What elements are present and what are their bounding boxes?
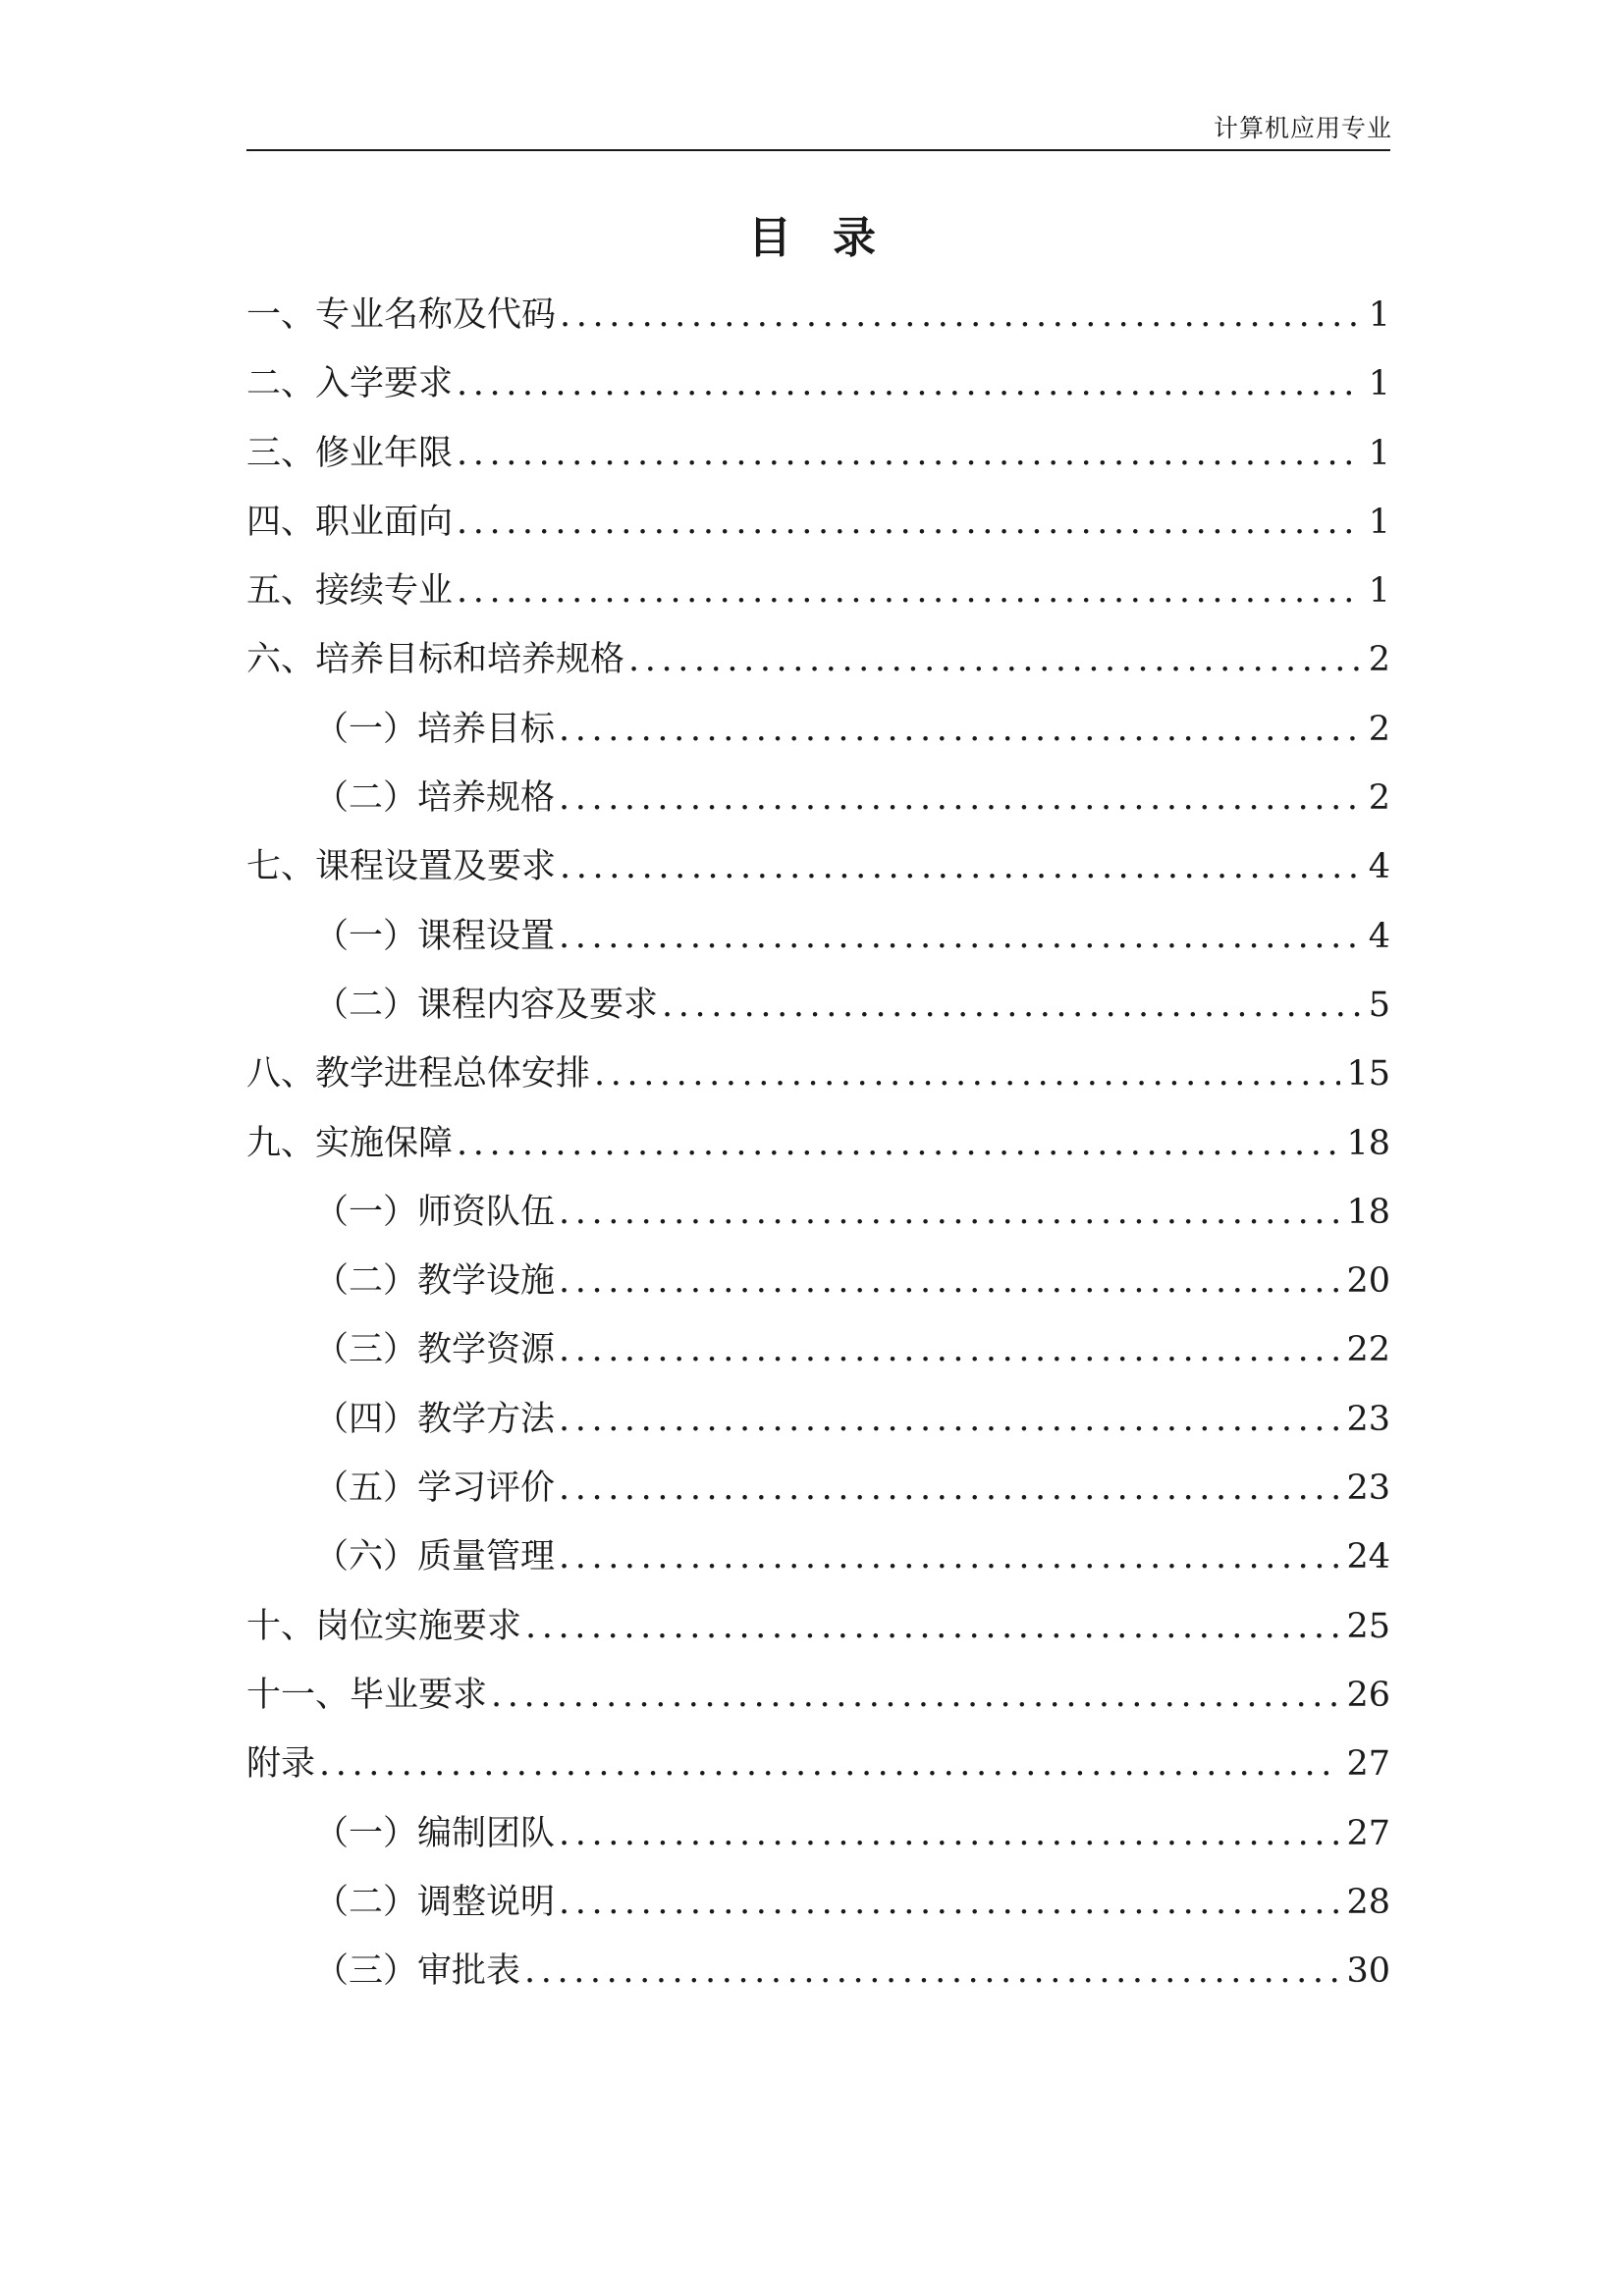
toc-entry-label: （四）教学方法 — [314, 1399, 556, 1439]
toc-entry-label: （三）审批表 — [314, 1951, 521, 1992]
header-divider — [246, 149, 1390, 151]
toc-entry-page-number: 28 — [1346, 1882, 1390, 1922]
toc-entry-page-number: 2 — [1368, 709, 1390, 749]
toc-dot-leader — [594, 1043, 1340, 1104]
toc-dot-leader — [559, 1389, 1340, 1450]
toc-dot-leader — [559, 1458, 1340, 1519]
toc-entry-page-number: 27 — [1346, 1813, 1390, 1853]
toc-entry-label: （二）培养规格 — [314, 778, 556, 819]
toc-entry-label: 六、培养目标和培养规格 — [246, 640, 625, 680]
toc-entry[interactable] — [246, 353, 1390, 422]
toc-entry[interactable] — [246, 699, 1390, 768]
toc-entry[interactable] — [246, 1458, 1390, 1526]
toc-entry-label: （二）课程内容及要求 — [314, 985, 659, 1025]
toc-entry-page-number: 1 — [1368, 502, 1390, 542]
toc-entry[interactable] — [246, 1389, 1390, 1458]
toc-entry[interactable] — [246, 1251, 1390, 1319]
toc-entry[interactable] — [246, 1526, 1390, 1595]
toc-entry-label: （二）调整说明 — [314, 1882, 556, 1922]
toc-entry-page-number: 22 — [1346, 1330, 1390, 1370]
toc-dot-leader — [457, 492, 1363, 553]
toc-dot-leader — [319, 1734, 1340, 1794]
toc-entry-page-number: 23 — [1346, 1468, 1390, 1509]
toc-entry[interactable] — [246, 1941, 1390, 2009]
toc-entry-page-number: 26 — [1346, 1675, 1390, 1715]
toc-entry-label: 四、职业面向 — [246, 502, 454, 542]
toc-entry-page-number: 1 — [1368, 433, 1390, 473]
toc-entry[interactable] — [246, 1113, 1390, 1182]
toc-entry-page-number: 18 — [1346, 1192, 1390, 1232]
toc-entry-label: 七、课程设置及要求 — [246, 847, 557, 887]
toc-dot-leader — [457, 423, 1363, 484]
toc-dot-leader — [457, 1113, 1340, 1174]
toc-dot-leader — [559, 1251, 1340, 1311]
toc-entry-page-number: 20 — [1346, 1261, 1390, 1302]
toc-entry-label: （六）质量管理 — [314, 1537, 556, 1577]
toc-entry[interactable] — [246, 1665, 1390, 1734]
toc-dot-leader — [559, 768, 1363, 828]
toc-dot-leader — [525, 1596, 1340, 1657]
toc-entry[interactable] — [246, 1319, 1390, 1388]
toc-entry-label: （二）教学设施 — [314, 1261, 556, 1302]
toc-dot-leader — [628, 629, 1363, 690]
toc-entry-label: （一）师资队伍 — [314, 1192, 556, 1232]
page-title: 目录 — [748, 213, 917, 263]
table-of-contents — [246, 285, 1390, 2009]
toc-entry[interactable] — [246, 1182, 1390, 1251]
toc-entry[interactable] — [246, 561, 1390, 629]
toc-entry-page-number: 4 — [1368, 847, 1390, 887]
toc-entry[interactable] — [246, 1596, 1390, 1665]
toc-entry-page-number: 2 — [1368, 640, 1390, 680]
toc-entry-page-number: 30 — [1346, 1951, 1390, 1992]
toc-entry[interactable] — [246, 285, 1390, 353]
toc-entry[interactable] — [246, 423, 1390, 492]
toc-entry[interactable] — [246, 1872, 1390, 1941]
toc-entry-label: 附录 — [246, 1744, 316, 1785]
toc-dot-leader — [559, 1803, 1340, 1864]
toc-entry-page-number: 5 — [1368, 985, 1390, 1025]
toc-entry-label: （五）学习评价 — [314, 1468, 556, 1509]
toc-dot-leader — [559, 1872, 1340, 1933]
toc-dot-leader — [491, 1665, 1340, 1726]
toc-entry-page-number: 1 — [1368, 295, 1390, 335]
toc-dot-leader — [524, 1941, 1340, 2002]
running-header: 计算机应用专业 — [1213, 114, 1392, 142]
toc-entry-page-number: 1 — [1368, 364, 1390, 404]
toc-entry-page-number: 18 — [1346, 1123, 1390, 1163]
toc-dot-leader — [559, 906, 1363, 967]
toc-dot-leader — [559, 1319, 1340, 1380]
toc-dot-leader — [560, 285, 1363, 346]
toc-entry[interactable] — [246, 1803, 1390, 1872]
toc-entry-page-number: 1 — [1368, 571, 1390, 612]
toc-entry[interactable] — [246, 492, 1390, 561]
toc-entry-label: 二、入学要求 — [246, 364, 454, 404]
toc-entry-label: （三）教学资源 — [314, 1330, 556, 1370]
toc-entry-page-number: 15 — [1346, 1054, 1390, 1095]
toc-entry[interactable] — [246, 629, 1390, 698]
toc-dot-leader — [457, 561, 1363, 621]
toc-entry-label: 十一、毕业要求 — [246, 1675, 488, 1715]
toc-entry-label: 一、专业名称及代码 — [246, 295, 557, 335]
toc-dot-leader — [662, 975, 1363, 1036]
toc-entry-page-number: 24 — [1346, 1537, 1390, 1577]
toc-entry[interactable] — [246, 836, 1390, 905]
toc-entry[interactable] — [246, 768, 1390, 836]
toc-dot-leader — [457, 353, 1363, 414]
toc-dot-leader — [559, 699, 1363, 760]
toc-entry-label: （一）课程设置 — [314, 916, 556, 956]
toc-entry[interactable] — [246, 1734, 1390, 1802]
toc-dot-leader — [559, 1182, 1340, 1243]
toc-dot-leader — [559, 1526, 1340, 1587]
toc-entry-label: （一）培养目标 — [314, 709, 556, 749]
toc-entry[interactable] — [246, 975, 1390, 1043]
toc-entry-page-number: 27 — [1346, 1744, 1390, 1785]
toc-entry-label: 五、接续专业 — [246, 571, 454, 612]
toc-entry-page-number: 23 — [1346, 1399, 1390, 1439]
toc-entry-label: （一）编制团队 — [314, 1813, 556, 1853]
toc-entry-page-number: 25 — [1346, 1606, 1390, 1646]
toc-entry-page-number: 2 — [1368, 778, 1390, 819]
toc-entry[interactable] — [246, 906, 1390, 975]
toc-entry-label: 三、修业年限 — [246, 433, 454, 473]
toc-entry-label: 八、教学进程总体安排 — [246, 1054, 591, 1095]
toc-entry-label: 九、实施保障 — [246, 1123, 454, 1163]
toc-dot-leader — [560, 836, 1363, 897]
toc-entry[interactable] — [246, 1043, 1390, 1112]
toc-entry-label: 十、岗位实施要求 — [246, 1606, 522, 1646]
toc-entry-page-number: 4 — [1368, 916, 1390, 956]
